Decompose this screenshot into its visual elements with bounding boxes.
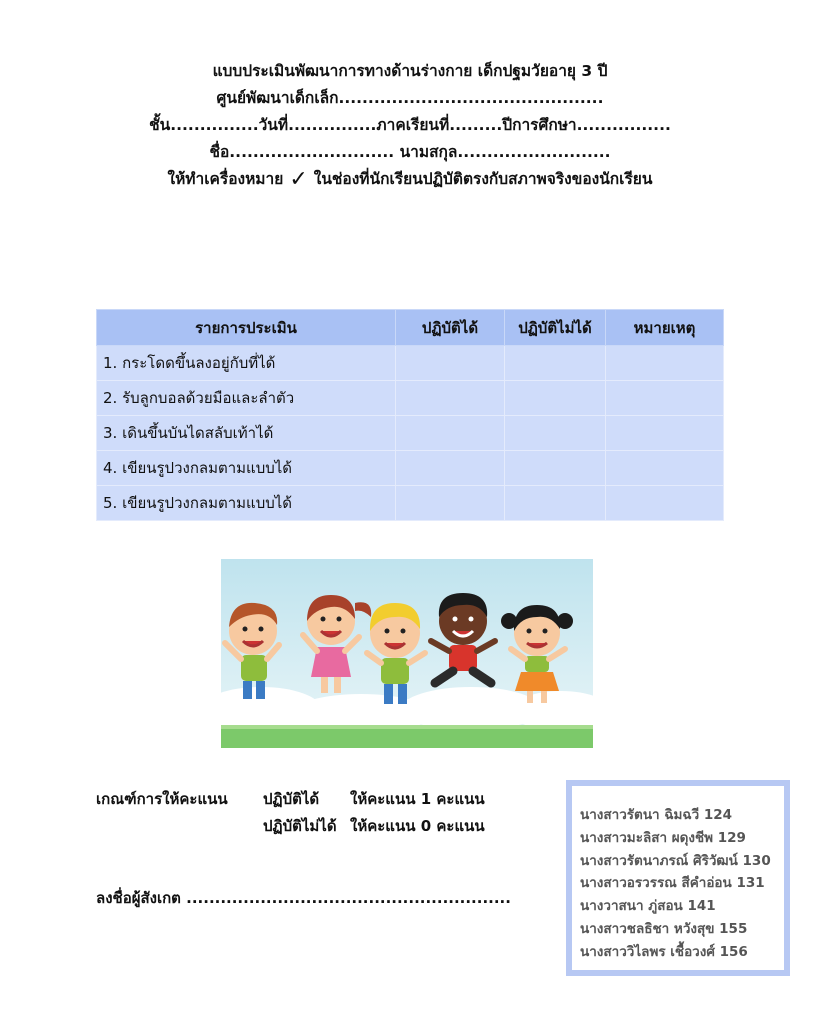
cannot-do-cell[interactable] bbox=[505, 416, 606, 451]
document-title: แบบประเมินพัฒนาการทางด้านร่างกาย เด็กปฐมวัยอายุ 3 ปี bbox=[212, 62, 608, 80]
header-remarks: หมายเหตุ bbox=[606, 310, 724, 346]
member-name: นางสาวอรวรรณ สีคำอ่อน 131 bbox=[580, 875, 765, 892]
children-jumping-illustration bbox=[221, 559, 593, 748]
assessment-item: 2. รับลูกบอลด้วยมือและลำตัว bbox=[97, 381, 396, 416]
cannot-do-cell[interactable] bbox=[505, 346, 606, 381]
table-row bbox=[97, 346, 724, 381]
can-do-cell[interactable] bbox=[396, 451, 505, 486]
center-line: ศูนย์พัฒนาเด็กเล็ก............................................. bbox=[216, 89, 604, 107]
members-box bbox=[566, 780, 790, 976]
cannot-do-cell[interactable] bbox=[505, 451, 606, 486]
criteria-pass: ปฏิบัติได้ bbox=[263, 790, 320, 808]
table-header-row bbox=[97, 310, 724, 346]
remarks-cell[interactable] bbox=[606, 486, 724, 521]
member-name: นางสาววิไลพร เชื้อวงศ์ 156 bbox=[580, 943, 748, 960]
remarks-cell[interactable] bbox=[606, 381, 724, 416]
assessment-item: 5. เขียนรูปวงกลมตามแบบได้ bbox=[97, 486, 396, 521]
member-name: นางสาวรัตนาภรณ์ ศิริวัฒน์ 130 bbox=[580, 852, 771, 869]
evaluation-table bbox=[96, 309, 724, 521]
member-name: นางสาวชลธิชา หวังสุข 155 bbox=[580, 920, 748, 937]
criteria-label: เกณฑ์การให้คะแนน bbox=[96, 790, 228, 808]
can-do-cell[interactable] bbox=[396, 381, 505, 416]
student-name-line: ชื่อ............................ นามสกุล.......................... bbox=[209, 143, 611, 161]
cannot-do-cell[interactable] bbox=[505, 486, 606, 521]
can-do-cell[interactable] bbox=[396, 416, 505, 451]
table-row bbox=[97, 416, 724, 451]
observer-signature-line: ลงชื่อผู้สังเกต ......................................................... bbox=[96, 889, 511, 907]
can-do-cell[interactable] bbox=[396, 346, 505, 381]
remarks-cell[interactable] bbox=[606, 346, 724, 381]
header-can-do: ปฏิบัติได้ bbox=[396, 310, 505, 346]
assessment-item: 3. เดินขึ้นบันไดสลับเท้าได้ bbox=[97, 416, 396, 451]
assessment-item: 4. เขียนรูปวงกลมตามแบบได้ bbox=[97, 451, 396, 486]
instruction-text-before: ให้ทำเครื่องหมาย bbox=[167, 170, 284, 188]
table-row bbox=[97, 486, 724, 521]
member-name: นางวาสนา ภู่สอน 141 bbox=[580, 898, 716, 915]
can-do-cell[interactable] bbox=[396, 486, 505, 521]
remarks-cell[interactable] bbox=[606, 451, 724, 486]
class-date-line: ชั้น...............วันที่...............ภาคเรียนที่.........ปีการศึกษา................ bbox=[149, 116, 671, 134]
instruction-text-after: ในช่องที่นักเรียนปฏิบัติตรงกับสภาพจริงของนักเรียน bbox=[313, 170, 653, 188]
instruction-line bbox=[0, 166, 820, 193]
document-header bbox=[0, 58, 820, 193]
checkmark-icon: ✓ bbox=[289, 167, 308, 192]
criteria-fail: ปฏิบัติไม่ได้ bbox=[263, 817, 337, 835]
assessment-item: 1. กระโดดขึ้นลงอยู่กับที่ได้ bbox=[97, 346, 396, 381]
criteria-pass-score: ให้คะแนน 1 คะแนน bbox=[350, 790, 485, 808]
member-name: นางสาวรัตนา ฉิมฉวี 124 bbox=[580, 807, 733, 823]
table-row bbox=[97, 451, 724, 486]
criteria-fail-score: ให้คะแนน 0 คะแนน bbox=[350, 817, 485, 835]
member-name: นางสาวมะลิสา ผดุงชีพ 129 bbox=[580, 829, 746, 846]
remarks-cell[interactable] bbox=[606, 416, 724, 451]
header-cannot-do: ปฏิบัติไม่ได้ bbox=[505, 310, 606, 346]
header-assessment-items: รายการประเมิน bbox=[97, 310, 396, 346]
cannot-do-cell[interactable] bbox=[505, 381, 606, 416]
table-row bbox=[97, 381, 724, 416]
